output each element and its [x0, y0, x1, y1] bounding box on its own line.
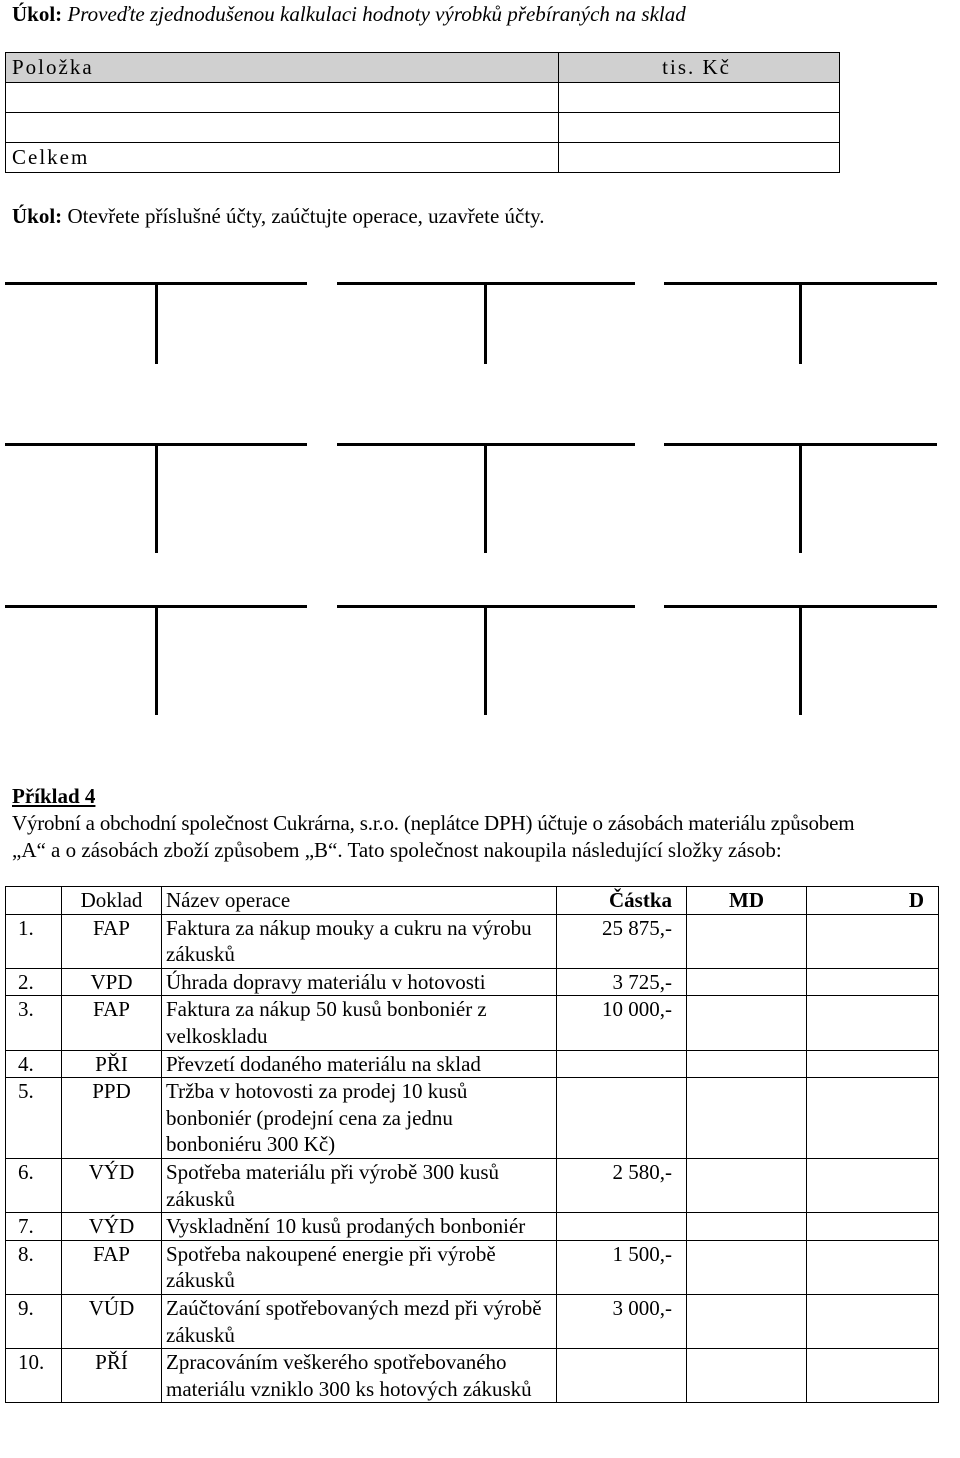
- ops-row-number: 6.: [6, 1158, 62, 1212]
- ops-row-amount: [557, 1213, 687, 1241]
- ops-row-d[interactable]: [807, 1213, 939, 1241]
- example-text-line2: „A“ a o zásobách zboží způsobem „B“. Tato společnost nakoupila následující složky zásob:: [12, 838, 782, 862]
- ops-row-d[interactable]: [807, 1158, 939, 1212]
- ops-row-name: Vyskladnění 10 kusů prodaných bonboniér: [162, 1213, 557, 1241]
- ops-row-md[interactable]: [687, 968, 807, 996]
- ops-row-amount: 1 500,-: [557, 1240, 687, 1294]
- calc-total-row: [6, 143, 840, 173]
- ops-row-amount: 2 580,-: [557, 1158, 687, 1212]
- ops-row-md[interactable]: [687, 996, 807, 1050]
- ops-row-amount: 3 000,-: [557, 1294, 687, 1348]
- ops-row-number: 10.: [6, 1349, 62, 1403]
- calc-total-value[interactable]: [559, 143, 840, 173]
- ops-row-md[interactable]: [687, 1078, 807, 1159]
- ops-row-number: 7.: [6, 1213, 62, 1241]
- ops-row-number: 2.: [6, 968, 62, 996]
- ops-row-number: 4.: [6, 1050, 62, 1078]
- ops-row: [6, 968, 939, 996]
- ops-row-number: 8.: [6, 1240, 62, 1294]
- ops-row-d[interactable]: [807, 1050, 939, 1078]
- ops-row: [6, 1294, 939, 1348]
- ops-row-d[interactable]: [807, 968, 939, 996]
- ops-row: [6, 1349, 939, 1403]
- ops-header-row: [6, 887, 939, 915]
- ops-row-number: 3.: [6, 996, 62, 1050]
- ops-row-d[interactable]: [807, 1078, 939, 1159]
- ops-row-md[interactable]: [687, 1294, 807, 1348]
- calc-col-value: tis. Kč: [559, 53, 840, 83]
- calc-total-label: Celkem: [6, 143, 559, 173]
- ops-row-md[interactable]: [687, 1158, 807, 1212]
- ops-row: [6, 1050, 939, 1078]
- ops-header-doc: Doklad: [62, 887, 162, 915]
- ops-row-number: 9.: [6, 1294, 62, 1348]
- ops-row: [6, 1158, 939, 1212]
- ops-row: [6, 1213, 939, 1241]
- ops-row-doc: PŘÍ: [62, 1349, 162, 1403]
- ops-row-name: Převzetí dodaného materiálu na sklad: [162, 1050, 557, 1078]
- ops-row-amount: [557, 1349, 687, 1403]
- calc-cell[interactable]: [6, 83, 559, 113]
- calc-col-item: Položka: [6, 53, 559, 83]
- ops-header-md: MD: [687, 887, 807, 915]
- operations-table: [5, 886, 939, 1403]
- ops-row-number: 5.: [6, 1078, 62, 1159]
- task1-heading: [12, 2, 686, 27]
- ops-row-doc: VÚD: [62, 1294, 162, 1348]
- ops-row-doc: FAP: [62, 914, 162, 968]
- calc-header-row: [6, 53, 840, 83]
- ops-body: [6, 914, 939, 1403]
- calc-cell[interactable]: [559, 113, 840, 143]
- ops-row-name: Úhrada dopravy materiálu v hotovosti: [162, 968, 557, 996]
- ops-row-md[interactable]: [687, 1349, 807, 1403]
- calc-cell[interactable]: [6, 113, 559, 143]
- ops-row-name: Zaúčtování spotřebovaných mezd při výrobě zákusků: [162, 1294, 557, 1348]
- ops-row-name: Faktura za nákup 50 kusů bonboniér z velkoskladu: [162, 996, 557, 1050]
- ops-row-doc: FAP: [62, 1240, 162, 1294]
- ops-row-amount: [557, 1078, 687, 1159]
- ops-row-doc: FAP: [62, 996, 162, 1050]
- ops-row-d[interactable]: [807, 914, 939, 968]
- ops-row-number: 1.: [6, 914, 62, 968]
- task1-label: Úkol:: [12, 2, 63, 26]
- ops-row-amount: 3 725,-: [557, 968, 687, 996]
- calc-row: [6, 83, 840, 113]
- ops-row: [6, 914, 939, 968]
- ops-header-d: D: [807, 887, 939, 915]
- ops-row: [6, 1078, 939, 1159]
- ops-row-md[interactable]: [687, 914, 807, 968]
- ops-header-name: Název operace: [162, 887, 557, 915]
- ops-header-amount: Částka: [557, 887, 687, 915]
- calc-cell[interactable]: [559, 83, 840, 113]
- ops-row-doc: PPD: [62, 1078, 162, 1159]
- example-text-line1: Výrobní a obchodní společnost Cukrárna, s.r.o. (neplátce DPH) účtuje o zásobách materiálu způsobem: [12, 811, 855, 835]
- ops-row-doc: PŘI: [62, 1050, 162, 1078]
- ops-row-amount: [557, 1050, 687, 1078]
- ops-row: [6, 1240, 939, 1294]
- example-title: Příklad 4: [12, 784, 96, 808]
- calc-row: [6, 113, 840, 143]
- ops-row-amount: 10 000,-: [557, 996, 687, 1050]
- ops-row-name: Spotřeba materiálu při výrobě 300 kusů zákusků: [162, 1158, 557, 1212]
- calculation-table: [5, 52, 840, 173]
- ops-row-name: Spotřeba nakoupené energie při výrobě zákusků: [162, 1240, 557, 1294]
- task2-text: Otevřete příslušné účty, zaúčtujte operace, uzavřete účty.: [67, 204, 545, 228]
- ops-row-doc: VÝD: [62, 1213, 162, 1241]
- ops-row-name: Zpracováním veškerého spotřebovaného materiálu vzniklo 300 ks hotových zákusků: [162, 1349, 557, 1403]
- ops-row-amount: 25 875,-: [557, 914, 687, 968]
- ops-row-d[interactable]: [807, 1240, 939, 1294]
- task2-label: Úkol:: [12, 204, 63, 228]
- ops-row-doc: VPD: [62, 968, 162, 996]
- ops-row-name: Faktura za nákup mouky a cukru na výrobu zákusků: [162, 914, 557, 968]
- ops-row-name: Tržba v hotovosti za prodej 10 kusů bonboniér (prodejní cena za jednu bonboniéru 300 Kč): [162, 1078, 557, 1159]
- ops-row-d[interactable]: [807, 1294, 939, 1348]
- ops-row-d[interactable]: [807, 996, 939, 1050]
- ops-row-md[interactable]: [687, 1240, 807, 1294]
- task1-text: Proveďte zjednodušenou kalkulaci hodnoty výrobků přebíraných na sklad: [67, 2, 686, 26]
- ops-row-doc: VÝD: [62, 1158, 162, 1212]
- ops-row-md[interactable]: [687, 1213, 807, 1241]
- task2-heading: [12, 204, 545, 229]
- ops-row: [6, 996, 939, 1050]
- ops-row-d[interactable]: [807, 1349, 939, 1403]
- ops-header-number: [6, 887, 62, 915]
- ops-row-md[interactable]: [687, 1050, 807, 1078]
